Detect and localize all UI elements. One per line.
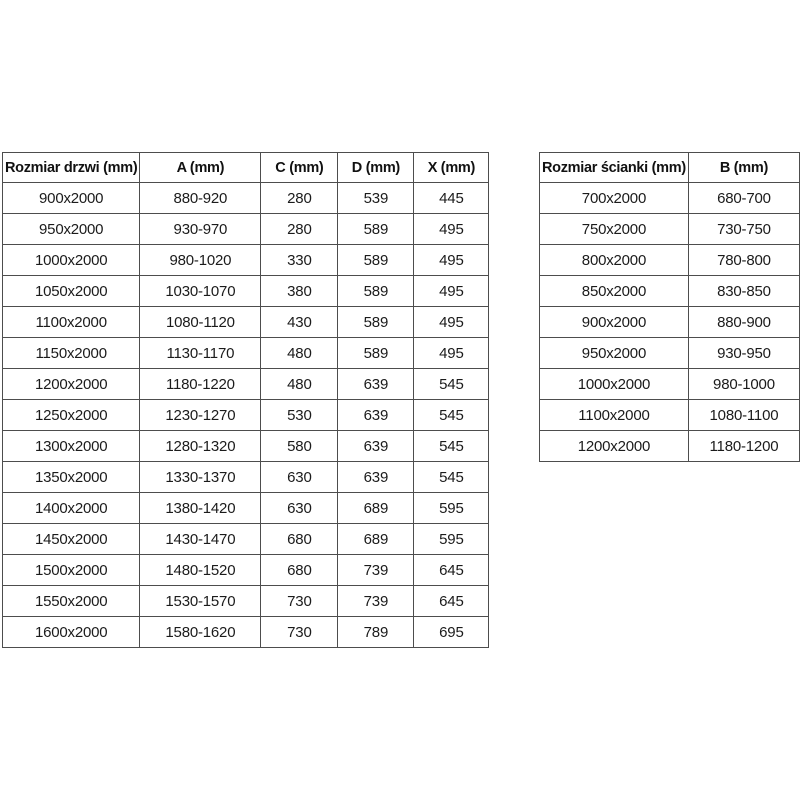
table-cell: 589: [338, 245, 414, 276]
table-row: [3, 369, 489, 400]
table-row: [3, 214, 489, 245]
table-cell: 1300x2000: [3, 431, 140, 462]
table-cell: 1350x2000: [3, 462, 140, 493]
table-cell: 930-970: [140, 214, 261, 245]
table-cell: 1100x2000: [3, 307, 140, 338]
table-cell: 1130-1170: [140, 338, 261, 369]
table-cell: 1000x2000: [540, 369, 689, 400]
table-cell: 830-850: [688, 276, 799, 307]
table-cell: 1050x2000: [3, 276, 140, 307]
table-cell: 480: [261, 369, 338, 400]
table-cell: 689: [338, 493, 414, 524]
table-cell: 1380-1420: [140, 493, 261, 524]
table-cell: 495: [414, 307, 489, 338]
table-cell: 280: [261, 214, 338, 245]
table-row: [540, 431, 800, 462]
table-cell: 1200x2000: [3, 369, 140, 400]
table-cell: 680: [261, 524, 338, 555]
door-table-header-row: [3, 153, 489, 183]
table-row: [3, 307, 489, 338]
table-cell: 639: [338, 400, 414, 431]
table-row: [3, 431, 489, 462]
table-cell: 280: [261, 183, 338, 214]
table-cell: 1100x2000: [540, 400, 689, 431]
table-row: [540, 183, 800, 214]
table-cell: 700x2000: [540, 183, 689, 214]
table-cell: 980-1020: [140, 245, 261, 276]
table-row: [3, 555, 489, 586]
table-cell: 530: [261, 400, 338, 431]
table-row: [540, 245, 800, 276]
table-cell: 1450x2000: [3, 524, 140, 555]
table-cell: 1150x2000: [3, 338, 140, 369]
table-cell: 630: [261, 493, 338, 524]
table-cell: 545: [414, 462, 489, 493]
table-cell: 739: [338, 555, 414, 586]
table-row: [540, 307, 800, 338]
table-cell: 539: [338, 183, 414, 214]
table-cell: 1550x2000: [3, 586, 140, 617]
table-row: [3, 338, 489, 369]
table-cell: 480: [261, 338, 338, 369]
table-cell: 950x2000: [540, 338, 689, 369]
table-row: [3, 183, 489, 214]
table-row: [540, 276, 800, 307]
table-cell: 589: [338, 214, 414, 245]
table-cell: 495: [414, 276, 489, 307]
table-cell: 689: [338, 524, 414, 555]
table-cell: 1430-1470: [140, 524, 261, 555]
table-cell: 1250x2000: [3, 400, 140, 431]
table-cell: 1030-1070: [140, 276, 261, 307]
table-row: [3, 462, 489, 493]
table-cell: 1580-1620: [140, 617, 261, 648]
table-cell: 800x2000: [540, 245, 689, 276]
table-cell: 900x2000: [540, 307, 689, 338]
table-cell: 789: [338, 617, 414, 648]
table-cell: 330: [261, 245, 338, 276]
wall-sizes-table: [539, 152, 800, 462]
column-header-a: A (mm): [140, 153, 261, 183]
table-cell: 495: [414, 338, 489, 369]
table-cell: 639: [338, 462, 414, 493]
table-cell: 630: [261, 462, 338, 493]
wall-table-header-row: [540, 153, 800, 183]
table-cell: 1330-1370: [140, 462, 261, 493]
table-cell: 950x2000: [3, 214, 140, 245]
door-sizes-table: [2, 152, 489, 648]
table-cell: 680-700: [688, 183, 799, 214]
table-row: [3, 400, 489, 431]
table-cell: 850x2000: [540, 276, 689, 307]
table-cell: 680: [261, 555, 338, 586]
table-cell: 730-750: [688, 214, 799, 245]
wall-table-body: [540, 183, 800, 462]
table-cell: 645: [414, 586, 489, 617]
table-row: [540, 369, 800, 400]
table-row: [3, 586, 489, 617]
table-cell: 1000x2000: [3, 245, 140, 276]
table-cell: 445: [414, 183, 489, 214]
column-header-door-size: Rozmiar drzwi (mm): [3, 153, 140, 183]
table-cell: 1180-1220: [140, 369, 261, 400]
table-cell: 900x2000: [3, 183, 140, 214]
table-cell: 639: [338, 369, 414, 400]
table-cell: 1180-1200: [688, 431, 799, 462]
table-cell: 639: [338, 431, 414, 462]
table-cell: 430: [261, 307, 338, 338]
table-cell: 780-800: [688, 245, 799, 276]
table-row: [3, 617, 489, 648]
column-header-c: C (mm): [261, 153, 338, 183]
table-cell: 545: [414, 431, 489, 462]
table-cell: 880-900: [688, 307, 799, 338]
column-header-d: D (mm): [338, 153, 414, 183]
table-cell: 1480-1520: [140, 555, 261, 586]
table-cell: 930-950: [688, 338, 799, 369]
column-header-x: X (mm): [414, 153, 489, 183]
door-table-body: [3, 183, 489, 648]
door-sizes-table-container: [2, 152, 489, 648]
column-header-wall-size: Rozmiar ścianki (mm): [540, 153, 689, 183]
table-cell: 880-920: [140, 183, 261, 214]
table-row: [540, 338, 800, 369]
table-row: [3, 276, 489, 307]
table-row: [3, 524, 489, 555]
table-cell: 1230-1270: [140, 400, 261, 431]
table-cell: 589: [338, 276, 414, 307]
table-cell: 730: [261, 586, 338, 617]
table-cell: 1530-1570: [140, 586, 261, 617]
table-cell: 1200x2000: [540, 431, 689, 462]
table-row: [3, 245, 489, 276]
table-cell: 495: [414, 214, 489, 245]
table-cell: 645: [414, 555, 489, 586]
table-cell: 589: [338, 307, 414, 338]
table-cell: 750x2000: [540, 214, 689, 245]
table-cell: 1600x2000: [3, 617, 140, 648]
table-cell: 1280-1320: [140, 431, 261, 462]
table-cell: 695: [414, 617, 489, 648]
table-cell: 580: [261, 431, 338, 462]
table-cell: 1080-1100: [688, 400, 799, 431]
table-cell: 545: [414, 400, 489, 431]
table-cell: 595: [414, 493, 489, 524]
table-cell: 1500x2000: [3, 555, 140, 586]
table-cell: 1080-1120: [140, 307, 261, 338]
table-row: [3, 493, 489, 524]
table-cell: 730: [261, 617, 338, 648]
table-cell: 589: [338, 338, 414, 369]
table-cell: 1400x2000: [3, 493, 140, 524]
table-row: [540, 400, 800, 431]
table-cell: 980-1000: [688, 369, 799, 400]
column-header-b: B (mm): [688, 153, 799, 183]
table-cell: 380: [261, 276, 338, 307]
table-row: [540, 214, 800, 245]
table-cell: 595: [414, 524, 489, 555]
table-cell: 739: [338, 586, 414, 617]
table-cell: 545: [414, 369, 489, 400]
table-cell: 495: [414, 245, 489, 276]
wall-sizes-table-container: [539, 152, 800, 462]
